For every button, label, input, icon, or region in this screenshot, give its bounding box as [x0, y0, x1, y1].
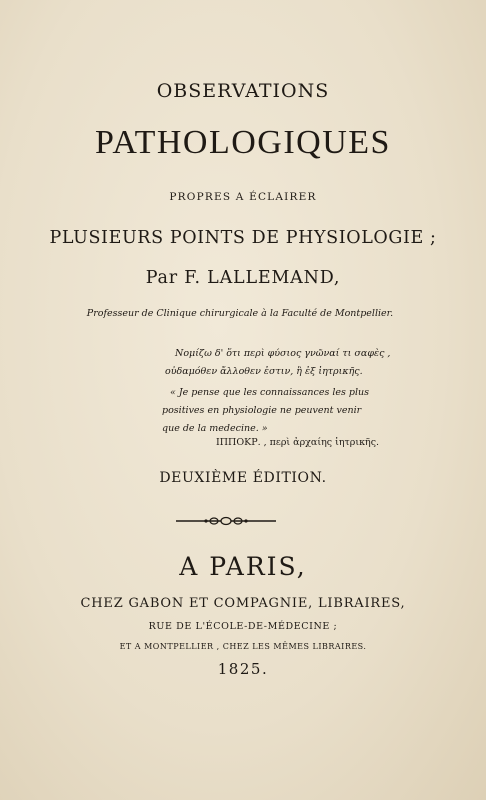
- publisher: CHEZ GABON ET COMPAGNIE, LIBRAIRES,: [80, 596, 406, 611]
- epigraph-source: ΙΠΠΟΚΡ. , περὶ ἀρχαίης ἰητρικῆς.: [216, 437, 380, 448]
- author: Par F. LALLEMAND,: [145, 268, 341, 288]
- author-title: Professeur de Clinique chirurgicale à la Faculté de Montpellier.: [86, 308, 394, 319]
- epigraph-french-line-3: que de la medecine. »: [162, 423, 268, 434]
- subtitle-line-1: PROPRES A ÉCLAIRER: [169, 191, 317, 203]
- publication-year: 1825.: [217, 660, 269, 678]
- epigraph-greek-line-2: οὐδαμόθεν ἄλλοθεν ἐστιν, ἢ ἐξ ἰητρικῆς.: [165, 366, 363, 377]
- edition: DEUXIÈME ÉDITION.: [159, 470, 327, 486]
- place: A PARIS,: [179, 552, 307, 581]
- also-available: ET A MONTPELLIER , CHEZ LES MÊMES LIBRAIRES.: [119, 642, 367, 651]
- publisher-address: RUE DE L'ÉCOLE-DE-MÉDECINE ;: [148, 621, 338, 632]
- epigraph-french-line-2: positives en physiologie ne peuvent venir: [162, 405, 362, 416]
- epigraph-french-line-1: « Je pense que les connaissances les plus: [170, 387, 370, 398]
- epigraph-greek-line-1: Νομίζω δ' ὅτι περὶ φύσιος γνῶναί τι σαφὲς ,: [175, 348, 391, 359]
- title-line-1: OBSERVATIONS: [156, 80, 330, 102]
- title-line-2: PATHOLOGIQUES: [95, 124, 391, 161]
- ornament-divider: [176, 514, 276, 528]
- subtitle-line-2: PLUSIEURS POINTS DE PHYSIOLOGIE ;: [49, 228, 437, 248]
